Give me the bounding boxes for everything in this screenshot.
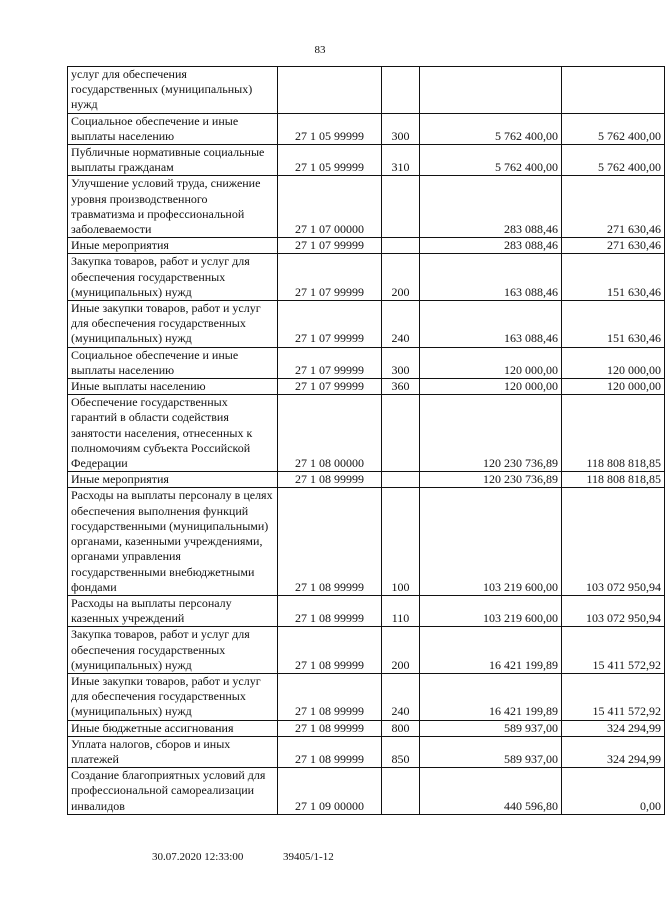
target-code-cell	[278, 67, 382, 114]
expense-type-cell: 300	[382, 347, 420, 378]
target-code-cell: 27 1 08 99999	[278, 472, 382, 488]
row-name-cell: Улучшение условий труда, снижение уровня производственного травматизма и профессиональной заболеваемости	[68, 176, 278, 238]
target-code-cell: 27 1 07 00000	[278, 176, 382, 238]
executed-amount-cell	[562, 67, 665, 114]
target-code-cell: 27 1 07 99999	[278, 379, 382, 395]
table-row	[68, 720, 665, 736]
approved-amount-cell: 16 421 199,89	[420, 673, 562, 720]
target-code-cell: 27 1 08 99999	[278, 488, 382, 595]
approved-amount-cell: 120 000,00	[420, 379, 562, 395]
approved-amount-cell: 283 088,46	[420, 238, 562, 254]
target-code-cell: 27 1 07 99999	[278, 347, 382, 378]
document-number: 39405/1-12	[283, 851, 334, 863]
page-number: 83	[314, 44, 326, 56]
table-row	[68, 627, 665, 674]
row-name-cell: Расходы на выплаты персоналу казенных учреждений	[68, 595, 278, 626]
table-row	[68, 113, 665, 144]
expense-type-cell	[382, 238, 420, 254]
row-name-cell: Закупка товаров, работ и услуг для обеспечения государственных (муниципальных) нужд	[68, 627, 278, 674]
table-row	[68, 145, 665, 176]
row-name-cell: Иные закупки товаров, работ и услуг для обеспечения государственных (муниципальных) нужд	[68, 301, 278, 348]
table-row	[68, 595, 665, 626]
executed-amount-cell: 118 808 818,85	[562, 395, 665, 472]
expense-type-cell	[382, 67, 420, 114]
executed-amount-cell: 120 000,00	[562, 379, 665, 395]
table-row	[68, 472, 665, 488]
approved-amount-cell: 589 937,00	[420, 736, 562, 767]
target-code-cell: 27 1 07 99999	[278, 254, 382, 301]
approved-amount-cell: 283 088,46	[420, 176, 562, 238]
expense-type-cell: 240	[382, 673, 420, 720]
row-name-cell: Социальное обеспечение и иные выплаты населению	[68, 347, 278, 378]
row-name-cell: Иные выплаты населению	[68, 379, 278, 395]
target-code-cell: 27 1 05 99999	[278, 145, 382, 176]
table-row	[68, 67, 665, 114]
executed-amount-cell: 120 000,00	[562, 347, 665, 378]
target-code-cell: 27 1 08 00000	[278, 395, 382, 472]
approved-amount-cell: 120 000,00	[420, 347, 562, 378]
table-row	[68, 301, 665, 348]
executed-amount-cell: 15 411 572,92	[562, 627, 665, 674]
row-name-cell: Расходы на выплаты персоналу в целях обеспечения выполнения функций государственными (муниципальными) органами, казенными учреждениями, органами управления государственными внебюджетными фондами	[68, 488, 278, 595]
row-name-cell: Создание благоприятных условий для профессиональной самореализации инвалидов	[68, 768, 278, 815]
approved-amount-cell: 163 088,46	[420, 254, 562, 301]
expense-type-cell: 100	[382, 488, 420, 595]
budget-table	[67, 66, 665, 815]
print-date: 30.07.2020 12:33:00	[152, 851, 244, 863]
expense-type-cell	[382, 176, 420, 238]
expense-type-cell: 850	[382, 736, 420, 767]
executed-amount-cell: 151 630,46	[562, 254, 665, 301]
target-code-cell: 27 1 05 99999	[278, 113, 382, 144]
approved-amount-cell: 440 596,80	[420, 768, 562, 815]
executed-amount-cell: 5 762 400,00	[562, 113, 665, 144]
approved-amount-cell: 120 230 736,89	[420, 395, 562, 472]
executed-amount-cell: 0,00	[562, 768, 665, 815]
row-name-cell: Иные мероприятия	[68, 472, 278, 488]
row-name-cell: Иные мероприятия	[68, 238, 278, 254]
approved-amount-cell	[420, 67, 562, 114]
target-code-cell: 27 1 08 99999	[278, 736, 382, 767]
expense-type-cell	[382, 768, 420, 815]
expense-type-cell	[382, 395, 420, 472]
table-row	[68, 768, 665, 815]
executed-amount-cell: 118 808 818,85	[562, 472, 665, 488]
executed-amount-cell: 324 294,99	[562, 736, 665, 767]
row-name-cell: Иные бюджетные ассигнования	[68, 720, 278, 736]
table-row	[68, 347, 665, 378]
expense-type-cell: 300	[382, 113, 420, 144]
executed-amount-cell: 5 762 400,00	[562, 145, 665, 176]
approved-amount-cell: 589 937,00	[420, 720, 562, 736]
approved-amount-cell: 103 219 600,00	[420, 595, 562, 626]
executed-amount-cell: 103 072 950,94	[562, 595, 665, 626]
row-name-cell: Социальное обеспечение и иные выплаты населению	[68, 113, 278, 144]
row-name-cell: Публичные нормативные социальные выплаты гражданам	[68, 145, 278, 176]
executed-amount-cell: 103 072 950,94	[562, 488, 665, 595]
target-code-cell: 27 1 07 99999	[278, 301, 382, 348]
target-code-cell: 27 1 08 99999	[278, 720, 382, 736]
approved-amount-cell: 103 219 600,00	[420, 488, 562, 595]
row-name-cell: Закупка товаров, работ и услуг для обеспечения государственных (муниципальных) нужд	[68, 254, 278, 301]
expense-type-cell	[382, 472, 420, 488]
table-row	[68, 379, 665, 395]
expense-type-cell: 110	[382, 595, 420, 626]
row-name-cell: Уплата налогов, сборов и иных платежей	[68, 736, 278, 767]
row-name-cell: услуг для обеспечения государственных (муниципальных) нужд	[68, 67, 278, 114]
approved-amount-cell: 16 421 199,89	[420, 627, 562, 674]
target-code-cell: 27 1 08 99999	[278, 673, 382, 720]
executed-amount-cell: 151 630,46	[562, 301, 665, 348]
row-name-cell: Обеспечение государственных гарантий в области содействия занятости населения, отнесенных к полномочиям субъекта Российской Федерации	[68, 395, 278, 472]
table-row	[68, 395, 665, 472]
approved-amount-cell: 5 762 400,00	[420, 145, 562, 176]
target-code-cell: 27 1 08 99999	[278, 595, 382, 626]
expense-type-cell: 800	[382, 720, 420, 736]
table-row	[68, 736, 665, 767]
approved-amount-cell: 5 762 400,00	[420, 113, 562, 144]
executed-amount-cell: 15 411 572,92	[562, 673, 665, 720]
target-code-cell: 27 1 08 99999	[278, 627, 382, 674]
approved-amount-cell: 163 088,46	[420, 301, 562, 348]
expense-type-cell: 200	[382, 627, 420, 674]
executed-amount-cell: 271 630,46	[562, 176, 665, 238]
expense-type-cell: 240	[382, 301, 420, 348]
table-row	[68, 176, 665, 238]
expense-type-cell: 360	[382, 379, 420, 395]
expense-type-cell: 310	[382, 145, 420, 176]
target-code-cell: 27 1 09 00000	[278, 768, 382, 815]
executed-amount-cell: 271 630,46	[562, 238, 665, 254]
approved-amount-cell: 120 230 736,89	[420, 472, 562, 488]
table-row	[68, 254, 665, 301]
table-row	[68, 673, 665, 720]
table-row	[68, 488, 665, 595]
row-name-cell: Иные закупки товаров, работ и услуг для обеспечения государственных (муниципальных) нужд	[68, 673, 278, 720]
expense-type-cell: 200	[382, 254, 420, 301]
executed-amount-cell: 324 294,99	[562, 720, 665, 736]
target-code-cell: 27 1 07 99999	[278, 238, 382, 254]
table-row	[68, 238, 665, 254]
